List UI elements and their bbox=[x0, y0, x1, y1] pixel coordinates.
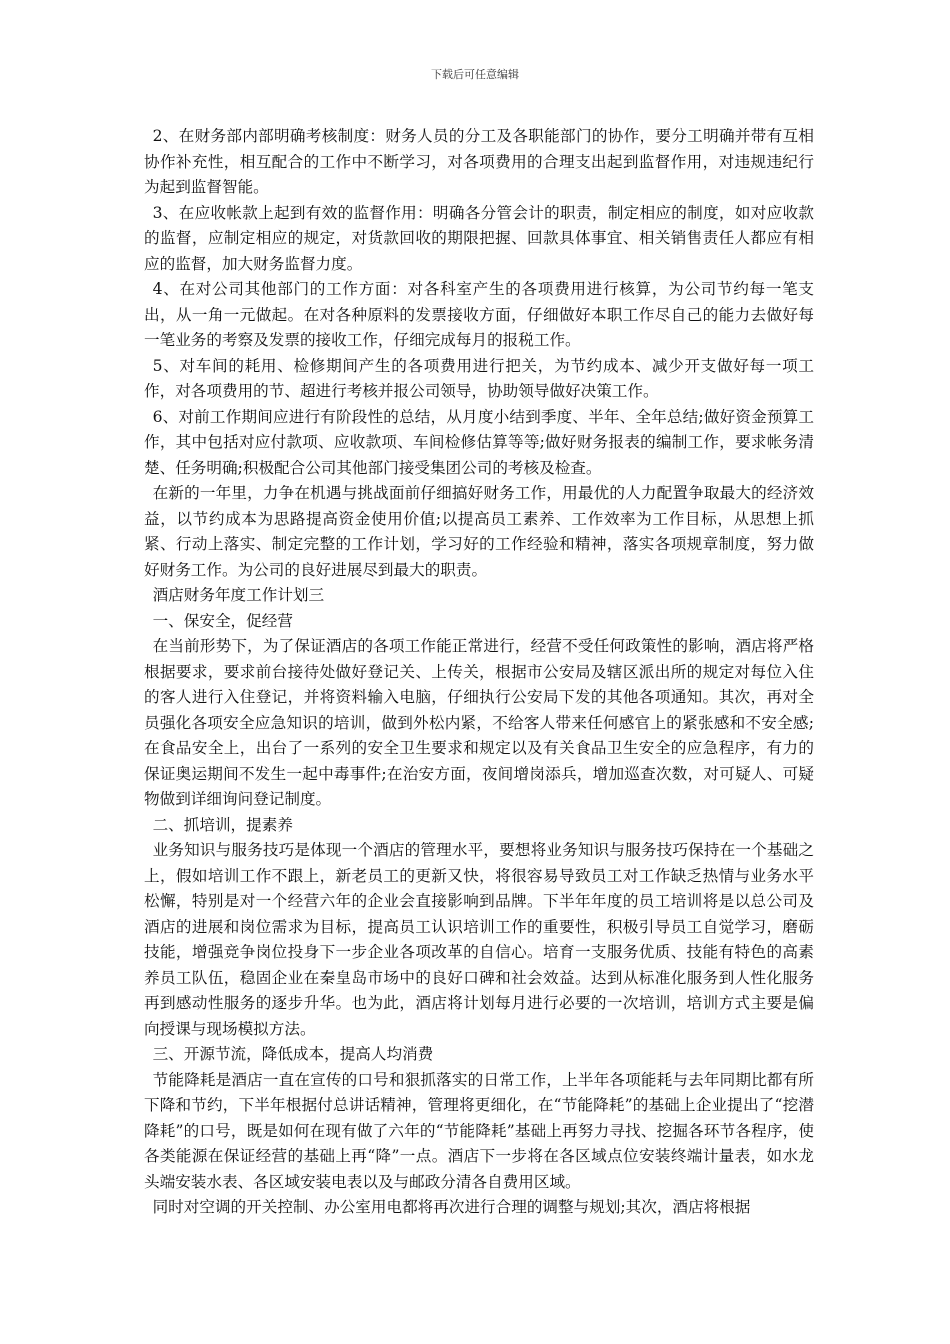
paragraph-item-3: 3、在应收帐款上起到有效的监督作用：明确各分管会计的职责，制定相应的制度，如对应收款的监督，应制定相应的规定，对货款回收的期限把握、回款具体事宜、相关销售责任人都应有相应的监督，加大财务监督力度。 bbox=[144, 203, 814, 273]
subheading-security: 一、保安全，促经营 bbox=[152, 611, 293, 630]
paragraph-security: 在当前形势下，为了保证酒店的各项工作能正常进行，经营不受任何政策性的影响，酒店将严格根据要求，要求前台接待处做好登记关、上传关，根据市公安局及辖区派出所的规定对每位入住的客人进行入住登记，并将资料输入电脑，仔细执行公安局下发的其他各项通知。其次，再对全员强化各项安全应急知识的培训，做到外松内紧，不给客人带来任何感官上的紧张感和不安全感;在食品安全上，出台了一系列的安全卫生要求和规定以及有关食品卫生安全的应急程序，有力的保证奥运期间不发生一起中毒事件;在治安方面，夜间增岗添兵，增加巡查次数，对可疑人、可疑物做到详细询问登记制度。 bbox=[144, 637, 814, 808]
paragraph-item-5: 5、对车间的耗用、检修期间产生的各项费用进行把关，为节约成本、减少开支做好每一项工作，对各项费用的节、超进行考核并报公司领导，协助领导做好决策工作。 bbox=[144, 356, 814, 400]
paragraph-item-2: 2、在财务部内部明确考核制度：财务人员的分工及各职能部门的协作，要分工明确并带有互相协作补充性，相互配合的工作中不断学习，对各项费用的合理支出起到监督作用，对违规违纪行为起到监督智能。 bbox=[144, 127, 814, 196]
section-title: 酒店财务年度工作计划三 bbox=[152, 586, 325, 604]
paragraph-energy: 节能降耗是酒店一直在宣传的口号和狠抓落实的日常工作，上半年各项能耗与去年同期比都有所下降和节约，下半年根据付总讲话精神，管理将更细化，在“节能降耗”的基础上企业提出了“挖潜降耗”的口号，既是如何在现有做了六年的“节能降耗”基础上再努力寻找、挖掘各环节各程序，使各类能源在保证经营的基础上再“降”一点。酒店下一步将在各区域点位安装终端计量表，如水龙头端安装水表、各区域安装电表以及与邮政分清各自费用区域。 bbox=[144, 1070, 814, 1191]
paragraph-summary: 在新的一年里，力争在机遇与挑战面前仔细搞好财务工作，用最优的人力配置争取最大的经济效益，以节约成本为思路提高资金使用价值;以提高员工素养、工作效率为工作目标，从思想上抓紧、行动上落实、制定完整的工作计划，学习好的工作经验和精神，落实各项规章制度，努力做好财务工作。为公司的良好进展尽到最大的职责。 bbox=[144, 484, 814, 579]
paragraph-item-4: 4、在对公司其他部门的工作方面：对各科室产生的各项费用进行核算，为公司节约每一笔支出，从一角一元做起。在对各种原料的发票接收方面，仔细做好本职工作尽自己的能力去做好每一笔业务的考察及发票的接收工作，仔细完成每月的报税工作。 bbox=[144, 280, 814, 349]
paragraph-item-6: 6、对前工作期间应进行有阶段性的总结，从月度小结到季度、半年、全年总结;做好资金预算工作，其中包括对应付款项、应收款项、车间检修估算等等;做好财务报表的编制工作，要求帐务清楚、任务明确;积极配合公司其他部门接受集团公司的考核及检查。 bbox=[144, 407, 814, 477]
paragraph-training: 业务知识与服务技巧是体现一个酒店的管理水平，要想将业务知识与服务技巧保持在一个基础之上，假如培训工作不跟上，新老员工的更新又快，将很容易导致员工对工作缺乏热情与业务水平松懈，特别是对一个经营六年的企业会直接影响到品牌。下半年年度的员工培训将是以总公司及酒店的进展和岗位需求为目标，提高员工认识培训工作的重要性，积极引导员工自觉学习，磨砺技能，增强竞争岗位投身下一步企业各项改革的自信心。培育一支服务优质、技能有特色的高素养员工队伍，稳固企业在秦皇岛市场中的良好口碑和社会效益。达到从标准化服务到人性化服务再到感动性服务的逐步升华。也为此，酒店将计划每月进行必要的一次培训，培训方式主要是偏向授课与现场模拟方法。 bbox=[144, 841, 814, 1038]
page-header: 下载后可任意编辑 bbox=[431, 68, 519, 81]
paragraph-aircon: 同时对空调的开关控制、办公室用电都将再次进行合理的调整与规划;其次，酒店将根据 bbox=[152, 1198, 751, 1216]
document-body bbox=[144, 124, 814, 1221]
subheading-cost: 三、开源节流，降低成本，提高人均消费 bbox=[152, 1045, 434, 1063]
subheading-training: 二、抓培训，提素养 bbox=[152, 815, 293, 834]
